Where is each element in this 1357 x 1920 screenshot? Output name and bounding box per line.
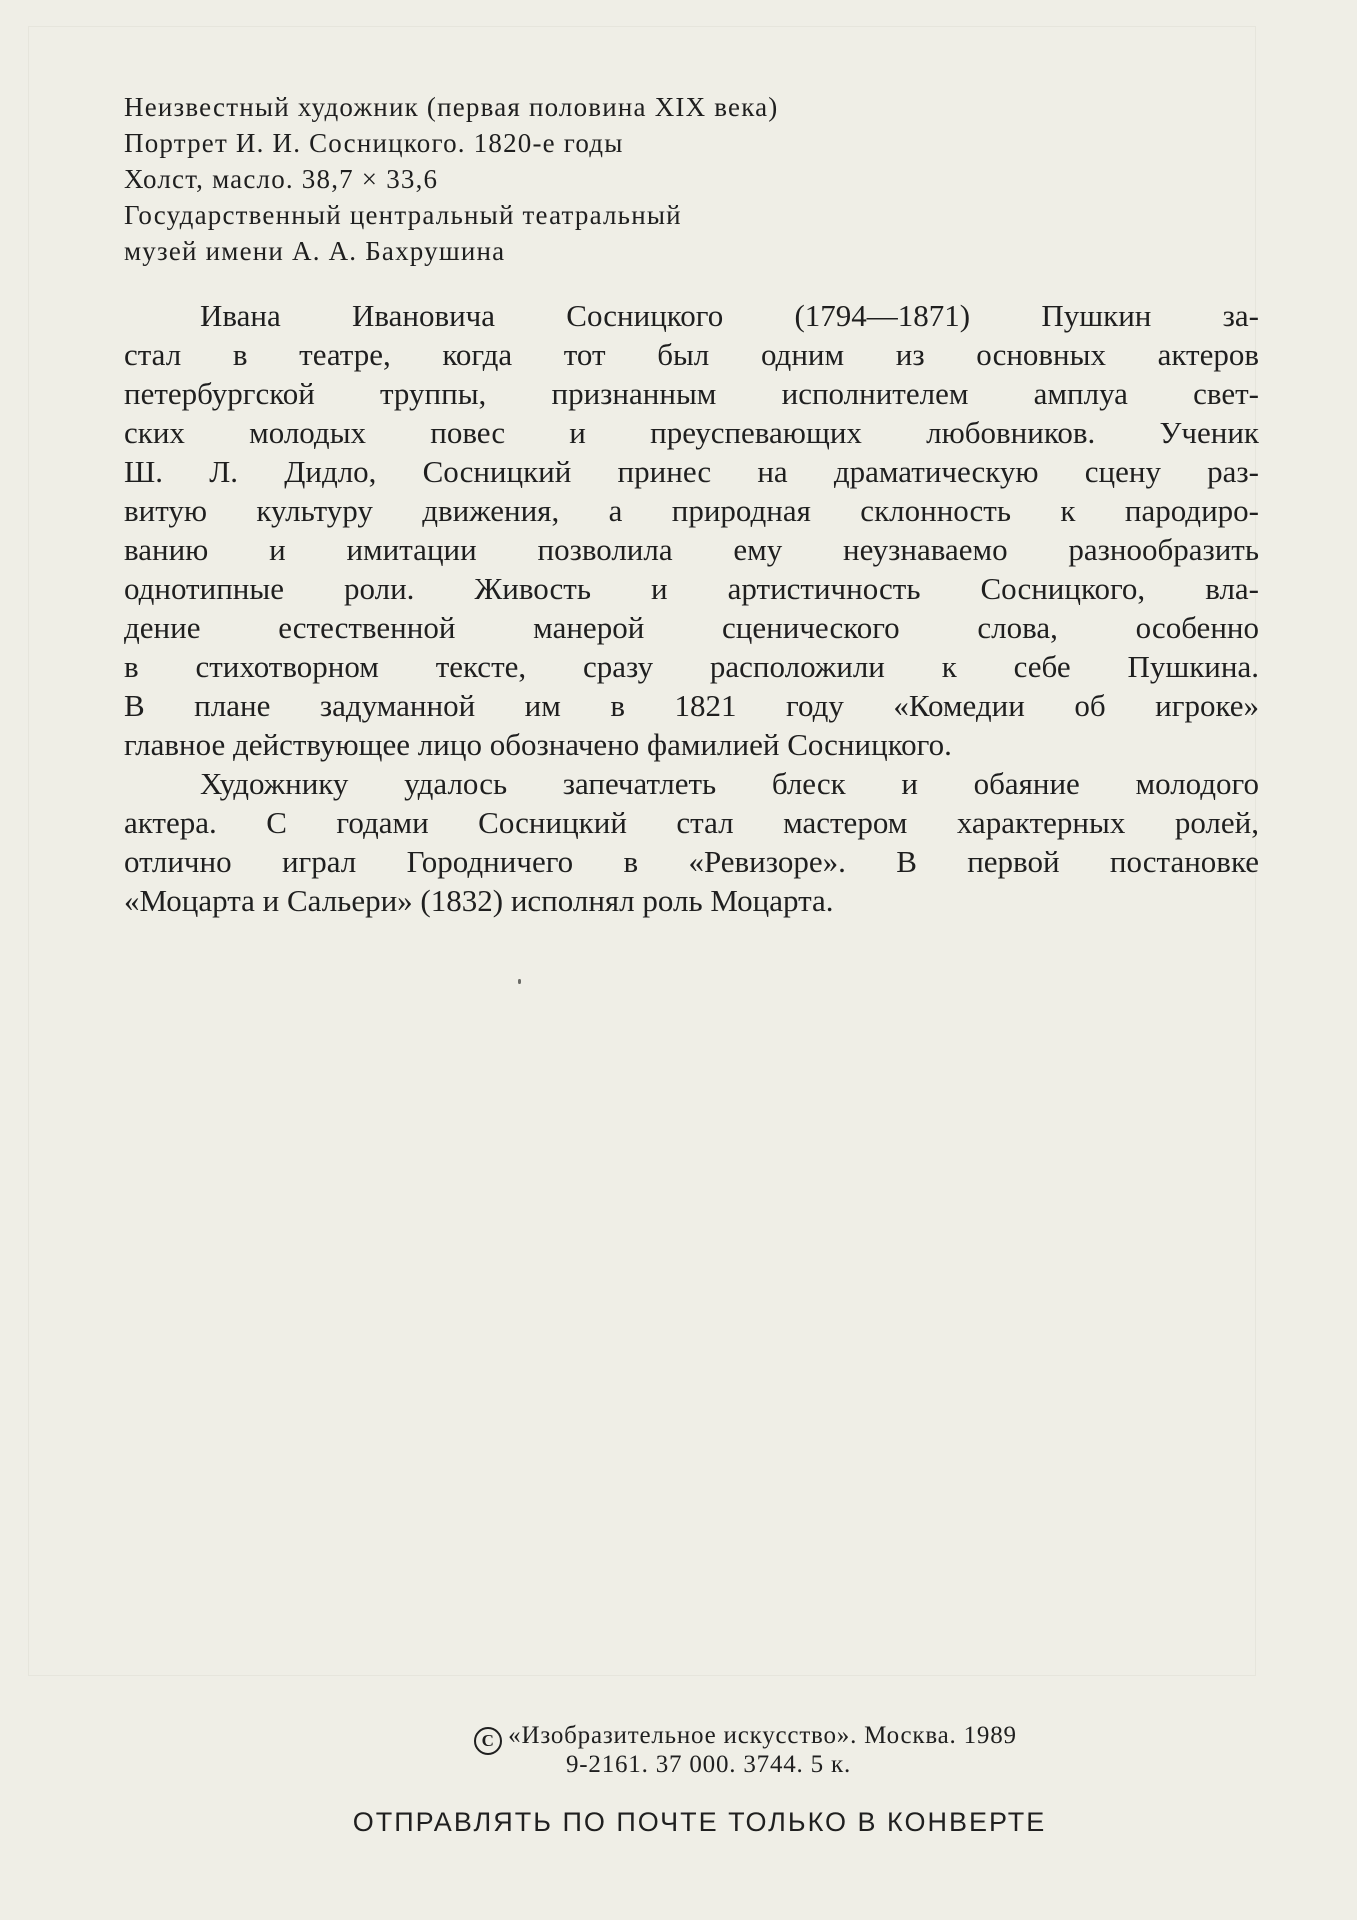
caption-collection-line-1: Государственный центральный театральный — [124, 200, 682, 230]
caption-collection-line-2: музей имени А. А. Бахрушина — [124, 236, 506, 266]
caption-title: Портрет И. И. Сосницкого. 1820-е годы — [124, 128, 624, 158]
body-line: стал в театре, когда тот был одним из основных актеров — [124, 337, 1259, 372]
body-line: В плане задуманной им в 1821 году «Комедии об игроке» — [124, 688, 1259, 723]
description-text — [124, 296, 1259, 920]
body-line: Ивана Ивановича Сосницкого (1794—1871) Пушкин за- — [200, 298, 1259, 333]
body-line: в стихотворном тексте, сразу расположили к себе Пушкина. — [124, 649, 1259, 684]
body-line: отлично играл Городничего в «Ревизоре». В первой постановке — [124, 844, 1259, 879]
print-speck — [518, 979, 521, 984]
body-line: «Моцарта и Сальери» (1832) исполнял роль Моцарта. — [124, 883, 834, 918]
body-line: Ш. Л. Дидло, Сосницкий принес на драматическую сцену раз- — [124, 454, 1259, 489]
publisher-text: «Изобразительное искусство». Москва. 1989 — [508, 1722, 1017, 1749]
body-line: актера. С годами Сосницкий стал мастером характерных ролей, — [124, 805, 1259, 840]
artwork-caption — [124, 89, 779, 269]
body-line: петербургской труппы, признанным исполнителем амплуа свет- — [124, 376, 1259, 411]
copyright-icon: C — [474, 1727, 502, 1755]
body-line: главное действующее лицо обозначено фамилией Сосницкого. — [124, 727, 952, 762]
caption-medium: Холст, масло. 38,7 × 33,6 — [124, 164, 439, 194]
body-line: дение естественной манерой сценического слова, особенно — [124, 610, 1259, 645]
body-line: витую культуру движения, а природная склонность к пародиро- — [124, 493, 1259, 528]
caption-artist: Неизвестный художник (первая половина XIX века) — [124, 92, 779, 122]
body-line: ских молодых повес и преуспевающих любовников. Ученик — [124, 415, 1259, 450]
body-line: однотипные роли. Живость и артистичность Сосницкого, вла- — [124, 571, 1259, 606]
body-line: ванию и имитации позволила ему неузнаваемо разнообразить — [124, 532, 1259, 567]
print-code: 9-2161. 37 000. 3744. 5 к. — [565, 1751, 852, 1778]
mailing-notice: ОТПРАВЛЯТЬ ПО ПОЧТЕ ТОЛЬКО В КОНВЕРТЕ — [352, 1807, 1047, 1837]
body-line: Художнику удалось запечатлеть блеск и обаяние молодого — [200, 766, 1259, 801]
